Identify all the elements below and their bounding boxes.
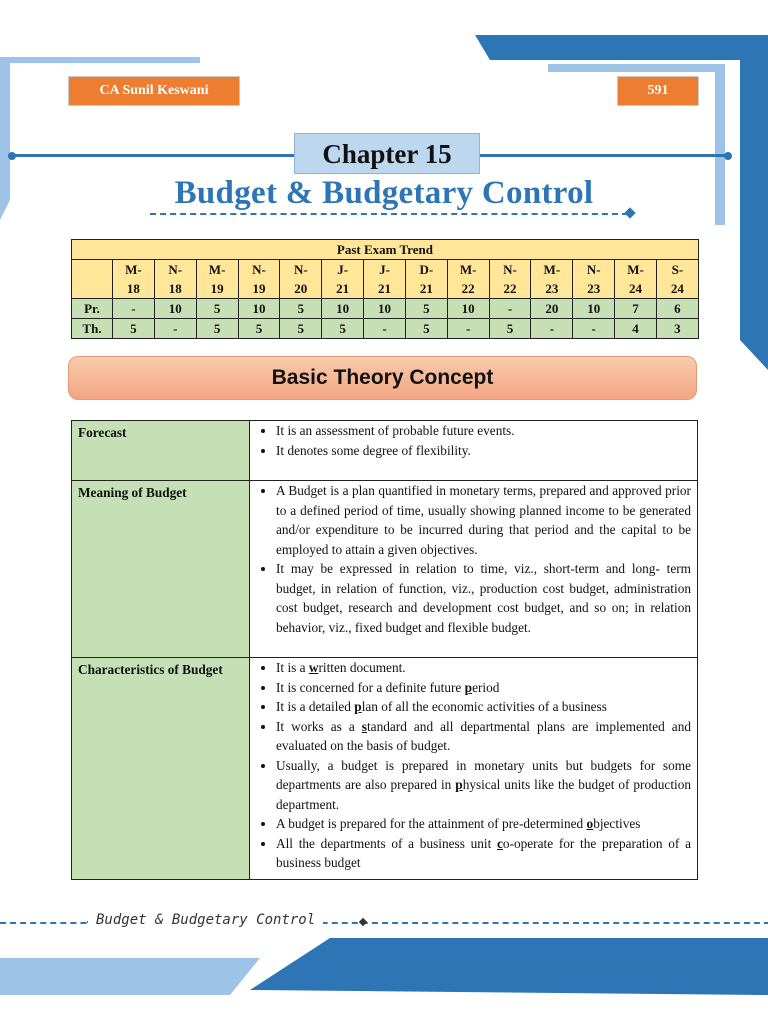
trend-column-header: [489, 260, 531, 299]
trend-cell: 5: [238, 319, 280, 339]
trend-session: M-: [627, 262, 644, 277]
trend-year: 24: [629, 281, 643, 296]
trend-cell: -: [573, 319, 615, 339]
trend-session: M-: [459, 262, 477, 277]
trend-cell: 6: [656, 299, 698, 319]
rule-dot-right: [724, 152, 732, 160]
trend-column-header: [196, 260, 238, 299]
trend-session: J-: [337, 262, 349, 277]
title-underline: [150, 213, 628, 215]
trend-session: M-: [208, 262, 226, 277]
trend-year: 23: [587, 281, 601, 296]
concept-point: [276, 717, 691, 756]
chapter-rule-right: [478, 154, 726, 157]
trend-cell: 10: [154, 299, 196, 319]
trend-session: N-: [252, 262, 266, 277]
trend-session: M-: [125, 262, 142, 277]
trend-year: 19: [252, 281, 266, 296]
key-letter: p: [455, 777, 463, 792]
trend-cell: 5: [196, 299, 238, 319]
trend-year: 21: [377, 281, 391, 296]
trend-row-label: Th.: [72, 319, 113, 339]
point-text: lan of all the economic activities of a business: [361, 699, 607, 714]
key-letter: o: [586, 816, 594, 831]
point-text: eriod: [472, 679, 500, 695]
concept-row-characteristics: [72, 658, 698, 880]
key-letter: p: [354, 699, 362, 714]
point-text: A budget is prepared for the attainment of pre-determined: [276, 816, 587, 831]
trend-corner: [72, 260, 113, 299]
trend-column-header: [405, 260, 447, 299]
trend-year: 22: [503, 281, 517, 296]
chapter-rule-left: [12, 154, 296, 157]
concept-points: [250, 658, 691, 873]
point-text: o-operate for the preparation of a business budget: [276, 835, 691, 870]
trend-column-header: [322, 260, 364, 299]
trend-cell: 5: [405, 299, 447, 319]
page-number-badge: 591: [617, 76, 699, 106]
trend-cell: -: [447, 319, 489, 339]
concept-point: [276, 756, 691, 815]
trend-cell: 7: [615, 299, 657, 319]
key-letter: p: [464, 679, 473, 695]
trend-cell: -: [154, 319, 196, 339]
exam-trend-table: [71, 239, 699, 339]
concept-point: [276, 678, 691, 698]
point-text: hysical units like the budget of production department.: [276, 777, 692, 812]
point-text: It works as a: [276, 718, 362, 734]
concept-point: [276, 834, 691, 873]
trend-session: N-: [168, 262, 183, 277]
concept-row-forecast: [72, 421, 698, 481]
section-heading: Basic Theory Concept: [68, 356, 697, 400]
concept-point: [276, 814, 691, 834]
footer-title: Budget & Budgetary Control: [88, 912, 323, 928]
trend-session: J-: [379, 262, 390, 277]
point-text: tandard and all departmental plans are implemented and evaluated on the basis of budget.: [276, 718, 691, 753]
concept-points: [250, 481, 691, 637]
concept-points: [250, 421, 691, 460]
trend-cell: 5: [489, 319, 531, 339]
trend-cell: 20: [531, 299, 573, 319]
concept-label: Forecast: [72, 421, 250, 481]
trend-cell: 3: [656, 319, 698, 339]
concept-label: Characteristics of Budget: [72, 658, 250, 880]
trend-cell: -: [489, 299, 531, 319]
point-text: All the departments of a business unit: [276, 835, 497, 851]
concept-point: [276, 697, 691, 717]
trend-cell: -: [531, 319, 573, 339]
concept-label: Meaning of Budget: [72, 481, 250, 658]
trend-cell: 5: [405, 319, 447, 339]
trend-year: 24: [670, 281, 684, 296]
trend-cell: 5: [113, 319, 155, 339]
trend-session: N-: [293, 262, 308, 277]
trend-cell: 10: [322, 299, 364, 319]
point-text: bjectives: [593, 816, 641, 831]
trend-session: N-: [586, 262, 601, 277]
trend-column-header: [154, 260, 196, 299]
trend-column-header: [364, 260, 406, 299]
trend-cell: 4: [615, 319, 657, 339]
concept-point: • A Budget is a plan quantified in monetary terms, prepared and approved prior to a defined period of time, usually showing planned income to be generated and/or expenditure to be incurred during that period and the capital to be employed to attain a given objectives.: [276, 481, 691, 559]
point-text: It is a detailed: [276, 699, 355, 714]
author-badge: CA Sunil Keswani: [68, 76, 240, 106]
trend-year: 18: [168, 281, 182, 296]
trend-cell: 10: [364, 299, 406, 319]
trend-year: 18: [126, 281, 140, 296]
trend-column-header: [615, 260, 657, 299]
concept-point: [276, 658, 691, 678]
key-letter: c: [497, 835, 503, 851]
trend-cell: 5: [322, 319, 364, 339]
trend-column-header: [656, 260, 698, 299]
trend-session: S-: [671, 262, 684, 277]
trend-year: 21: [336, 281, 350, 296]
trend-year: 21: [419, 281, 433, 296]
trend-year: 22: [461, 281, 475, 296]
chapter-label: Chapter 15: [294, 133, 480, 174]
concept-point: • It may be expressed in relation to time, viz., short-term and long- term budget, in relation of function, viz., production cost budget, administration cost budget, research and development cost budget, and so on; in relation behavior, viz., fixed budget and flexible budget.: [276, 559, 691, 637]
point-text: It is a: [276, 660, 309, 675]
rule-dot-left: [8, 152, 16, 160]
trend-year: 23: [545, 281, 559, 296]
trend-column-header: [238, 260, 280, 299]
trend-column-header: [447, 260, 489, 299]
concept-point: • It is an assessment of probable future events.: [276, 421, 691, 441]
trend-year: 20: [294, 281, 308, 296]
trend-cell: -: [113, 299, 155, 319]
trend-cell: 5: [280, 319, 322, 339]
trend-cell: -: [364, 319, 406, 339]
trend-cell: 10: [447, 299, 489, 319]
trend-cell: 10: [573, 299, 615, 319]
trend-session: M-: [543, 262, 561, 277]
concept-row-meaning: [72, 481, 698, 658]
key-letter: w: [308, 660, 319, 675]
chapter-title: Budget & Budgetary Control: [174, 175, 594, 211]
concept-table: [71, 420, 698, 880]
trend-column-header: [531, 260, 573, 299]
trend-column-header: [113, 260, 155, 299]
key-letter: s: [361, 718, 367, 734]
trend-cell: 5: [280, 299, 322, 319]
trend-column-header: [280, 260, 322, 299]
trend-cell: 10: [238, 299, 280, 319]
trend-title: Past Exam Trend: [72, 240, 699, 260]
point-text: It is concerned for a definite future: [276, 679, 465, 695]
trend-column-header: [573, 260, 615, 299]
trend-session: D-: [419, 262, 434, 277]
trend-session: N-: [503, 262, 517, 277]
concept-point: • It denotes some degree of flexibility.: [276, 441, 691, 461]
trend-row-label: Pr.: [72, 299, 113, 319]
point-text: Usually, a budget is prepared in monetary units but budgets for some departments are also prepared in: [276, 757, 691, 792]
trend-cell: 5: [196, 319, 238, 339]
trend-year: 19: [210, 281, 224, 296]
point-text: ritten document.: [318, 660, 406, 675]
